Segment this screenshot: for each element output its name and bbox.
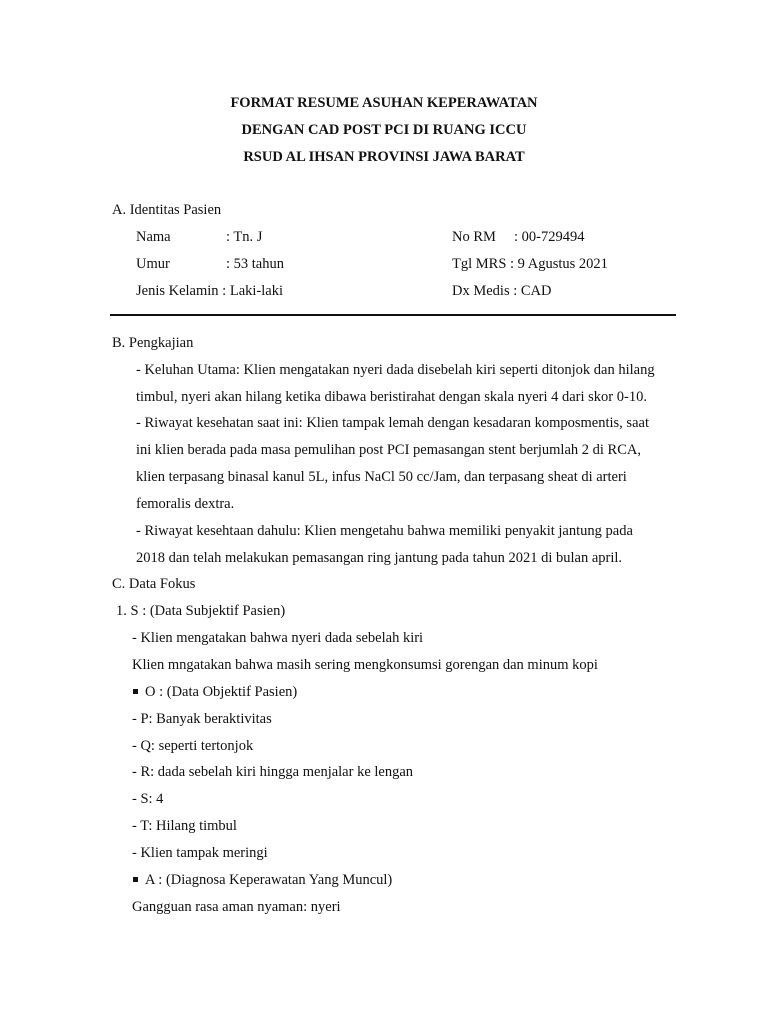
pengkajian-line: ini klien berada pada masa pemulihan post PCI pemasangan stent berjumlah 2 di RCA, <box>136 442 641 458</box>
title-line-3: RSUD AL IHSAN PROVINSI JAWA BARAT <box>243 149 525 165</box>
objektif-line: - Klien tampak meringi <box>132 845 268 861</box>
objektif-line: - P: Banyak beraktivitas <box>132 711 272 727</box>
analisa-line: Gangguan rasa aman nyaman: nyeri <box>132 899 341 915</box>
nama-label: Nama <box>136 229 171 245</box>
norm-value: : 00-729494 <box>514 229 585 245</box>
subjektif-line: - Klien mengatakan bahwa nyeri dada sebelah kiri <box>132 630 424 646</box>
norm-label: No RM <box>452 229 496 245</box>
dx-medis: Dx Medis : CAD <box>452 283 552 299</box>
pengkajian-line: femoralis dextra. <box>136 496 235 512</box>
objektif-line: - S: 4 <box>132 791 164 807</box>
pengkajian-line: klien terpasang binasal kanul 5L, infus NaCl 50 cc/Jam, dan terpasang sheat di arteri <box>136 469 627 485</box>
square-bullet-icon <box>133 877 138 882</box>
pengkajian-line: timbul, nyeri akan hilang ketika dibawa beristirahat dengan skala nyeri 4 dari skor 0-10. <box>136 389 647 405</box>
objektif-line: - Q: seperti tertonjok <box>132 738 254 754</box>
umur-label: Umur <box>136 256 170 272</box>
square-bullet-icon <box>133 689 138 694</box>
title-line-1: FORMAT RESUME ASUHAN KEPERAWATAN <box>230 95 538 111</box>
datafokus-heading: C. Data Fokus <box>112 576 196 592</box>
analisa-heading: A : (Diagnosa Keperawatan Yang Muncul) <box>145 872 393 888</box>
nama-value: : Tn. J <box>226 229 263 245</box>
pengkajian-line: - Riwayat kesehtaan dahulu: Klien mengetahu bahwa memiliki penyakit jantung pada <box>136 523 633 539</box>
pengkajian-line: - Riwayat kesehatan saat ini: Klien tampak lemah dengan kesadaran komposmentis, saat <box>136 415 649 431</box>
tgl-mrs: Tgl MRS : 9 Agustus 2021 <box>452 256 608 272</box>
umur-value: : 53 tahun <box>226 256 284 272</box>
objektif-line: - T: Hilang timbul <box>132 818 237 834</box>
jenis-kelamin: Jenis Kelamin : Laki-laki <box>136 283 283 299</box>
divider <box>110 314 676 316</box>
objektif-heading: O : (Data Objektif Pasien) <box>145 684 298 700</box>
pengkajian-line: - Keluhan Utama: Klien mengatakan nyeri dada disebelah kiri seperti ditonjok dan hilang <box>136 362 655 378</box>
identitas-heading: A. Identitas Pasien <box>112 202 222 218</box>
pengkajian-heading: B. Pengkajian <box>112 335 194 351</box>
objektif-line: - R: dada sebelah kiri hingga menjalar ke lengan <box>132 764 414 780</box>
subjektif-line: Klien mngatakan bahwa masih sering mengkonsumsi gorengan dan minum kopi <box>132 657 598 673</box>
subjektif-heading: 1. S : (Data Subjektif Pasien) <box>116 603 286 619</box>
pengkajian-line: 2018 dan telah melakukan pemasangan ring jantung pada tahun 2021 di bulan april. <box>136 550 623 566</box>
title-line-2: DENGAN CAD POST PCI DI RUANG ICCU <box>241 122 527 138</box>
